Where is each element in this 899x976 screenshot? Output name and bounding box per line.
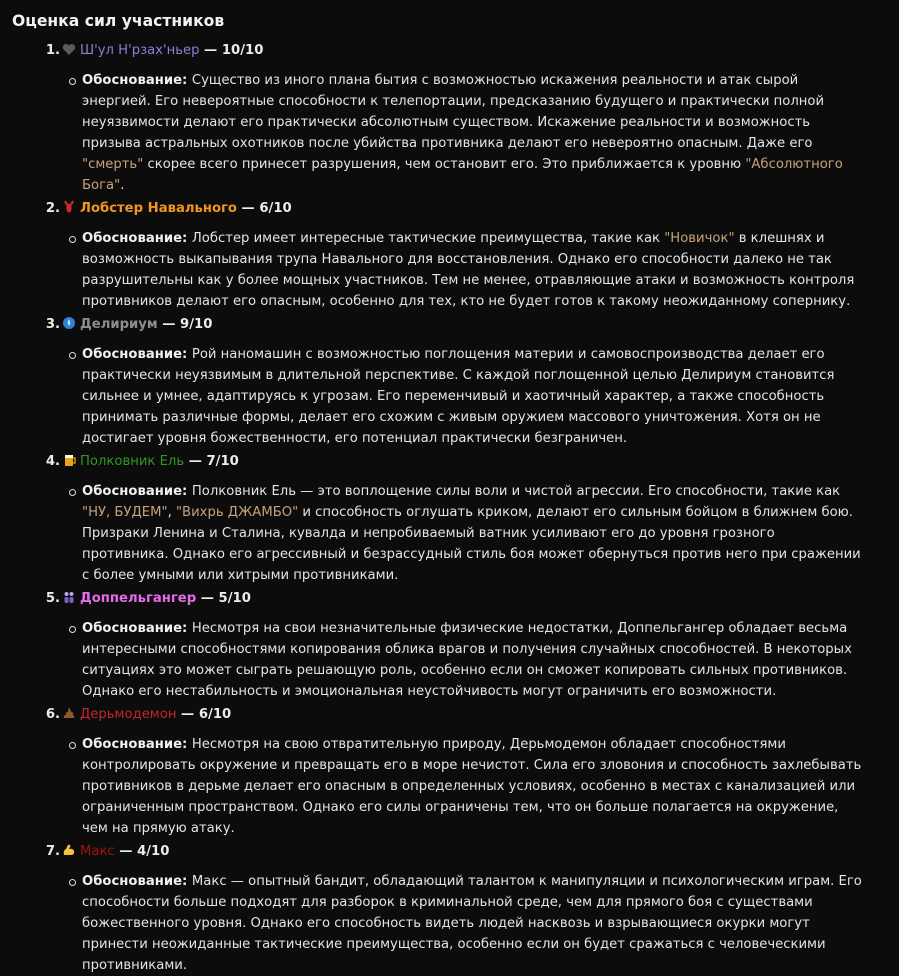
reason-list — [62, 70, 885, 196]
twins-icon — [62, 590, 76, 604]
score: 6/10 — [259, 201, 292, 216]
reason-part: Полковник Ель — это воплощение силы воли и чистой агрессии. Его способности, такие как — [191, 484, 841, 499]
label-colon: : — [182, 73, 192, 88]
participant-name: Полковник Ель — [80, 454, 185, 469]
reason-part: Рой наномашин с возможностью поглощения материи и самовоспроизводства делает его практически неуязвимым в длительной перспективе. С каждой поглощенной целью Делириум становится сильнее и умнее, адаптируясь к угрозам. Его переменчивый и хаотичный характер, а также способность принимать различные формы, делает его схожим с живым оружием массового уничтожения. Хотя он не достигает уровня божественности, его потенциал практически безграничен. — [82, 347, 835, 446]
score: 7/10 — [206, 454, 239, 469]
reason-label: Обоснование — [82, 484, 183, 499]
item-number: 5. — [45, 591, 60, 606]
reason-list — [62, 734, 885, 839]
dash-separator: — — [196, 591, 219, 606]
quoted-term: "Новичок" — [664, 231, 735, 246]
participant-header — [45, 451, 885, 472]
participant-name: Макс — [80, 844, 115, 859]
participant-name: Дерьмодемон — [80, 707, 177, 722]
reason-part: в клешнях и возможность выкапывания трупа Навального для восстановления. Однако его способности далеко не так разрушительны как у более мощных участников. Тем не менее, отравляющие атаки и возможность контроля противников делают его опасным, особенно для тех, кто не будет готов к такому неожиданному сопернику. — [82, 231, 855, 309]
reason-text — [82, 481, 885, 586]
reason-text — [82, 344, 885, 449]
participant-item — [45, 451, 885, 586]
item-number: 7. — [45, 844, 60, 859]
dash-separator: — — [157, 317, 181, 332]
dash-separator: — — [184, 454, 207, 469]
label-colon: : — [182, 737, 192, 752]
label-colon: : — [182, 231, 192, 246]
participant-header — [45, 841, 885, 862]
reason-label: Обоснование — [82, 737, 183, 752]
dash-separator: — — [176, 707, 199, 722]
participant-item — [45, 314, 885, 449]
score: 9/10 — [180, 317, 213, 332]
participant-item — [45, 588, 885, 702]
reason-part: и способность оглушать криком, делают его сильным бойцом в ближнем бою. Призраки Ленина и Сталина, кувалда и непробиваемый ватник усиливают его до уровня грозного противника. Однако его агрессивный и безрассудный стиль боя может обернуться против него при сражении с более умными или хитрыми противниками. — [82, 505, 861, 583]
participant-name: Лобстер Навального — [80, 201, 237, 216]
reason-text — [82, 618, 885, 702]
reason-label: Обоснование — [82, 874, 183, 889]
reason-part: Лобстер имеет интересные тактические преимущества, такие как — [191, 231, 665, 246]
quoted-term: "НУ, БУДЕМ" — [82, 505, 168, 520]
item-number: 6. — [45, 707, 60, 722]
flexed-biceps-icon — [62, 843, 76, 857]
participant-header — [45, 314, 885, 335]
reason-part: Несмотря на свою отвратительную природу, Дерьмодемон обладает способностями контролировать окружение и превращать его в море нечистот. Сила его зловония и способность захлебывать противников в дерьме делает его опасным в определенных условиях, особенно в местах с канализацией или ограниченным пространством. Однако его силы ограничены тем, что он больше полагается на окружение, чем на прямую атаку. — [82, 737, 862, 836]
score: 5/10 — [218, 591, 251, 606]
dash-separator: — — [114, 844, 138, 859]
quoted-term: "Абсолютного Бога" — [82, 157, 843, 193]
label-colon: : — [182, 621, 192, 636]
poop-icon — [62, 706, 76, 720]
item-number: 4. — [45, 454, 60, 469]
item-number: 1. — [45, 43, 60, 58]
reason-part: , — [167, 505, 176, 520]
score: 10/10 — [221, 43, 264, 58]
reason-label: Обоснование — [82, 347, 183, 362]
reason-part: Макс — опытный бандит, обладающий талантом к манипуляции и психологическим играм. Его способности больше подходят для разборок в криминальной среде, чем для прямого боя с существами божественного уровня. Однако его способность видеть людей насквозь и взрывающиеся окурки могут принести неожиданные тактические преимущества, особенно если он будет сражаться с человеческими противниками. — [82, 874, 862, 973]
quoted-term: "смерть" — [82, 157, 144, 172]
participant-item — [45, 841, 885, 976]
participant-item — [45, 704, 885, 839]
label-colon: : — [182, 347, 192, 362]
dash-separator: — — [199, 43, 222, 58]
reason-text — [82, 70, 885, 196]
reason-list — [62, 228, 885, 312]
item-number: 3. — [45, 317, 60, 332]
reason-list — [62, 871, 885, 976]
participant-item — [45, 40, 885, 196]
beer-icon — [62, 453, 76, 467]
participant-header — [45, 198, 885, 219]
participant-name: Ш'ул Н'рзах'ньер — [80, 43, 200, 58]
participant-header — [45, 588, 885, 609]
reason-label: Обоснование — [82, 231, 183, 246]
section-title: Оценка сил участников — [12, 12, 225, 30]
reason-text — [82, 228, 885, 312]
heart-icon — [62, 43, 76, 57]
participant-header — [45, 704, 885, 725]
reason-part: скорее всего принесет разрушения, чем остановит его. Это приближается к уровню — [143, 157, 746, 172]
reason-label: Обоснование — [82, 621, 183, 636]
label-colon: : — [182, 874, 192, 889]
participant-list — [12, 40, 885, 976]
item-number: 2. — [45, 201, 60, 216]
reason-part: Несмотря на свои незначительные физические недостатки, Доппельгангер обладает весьма интересными способностями копирования облика врагов и получения случайных способностей. В некоторых ситуациях это может сыграть решающую роль, особенно если он сможет копировать сильных противников. Однако его нестабильность и эмоциональная неустойчивость могут ограничить его возможности. — [82, 621, 852, 699]
dash-separator: — — [236, 201, 260, 216]
reason-text — [82, 734, 885, 839]
reason-label: Обоснование — [82, 73, 183, 88]
participant-name: Делириум — [80, 317, 158, 332]
score: 6/10 — [198, 707, 232, 722]
reason-part: Существо из иного плана бытия с возможностью искажения реальности и атак сырой энергией. Его невероятные способности к телепортации, предсказанию будущего и практически полной неуязвимости делают его практически абсолютным существом. Искажение реальности и возможность призыва астральных охотников после убийства противника делают его невероятно опасным. Даже его — [82, 73, 825, 151]
reason-list — [62, 344, 885, 449]
lobster-icon — [62, 200, 76, 214]
reason-list — [62, 481, 885, 586]
reason-text — [82, 871, 885, 976]
participant-item — [45, 198, 885, 312]
reason-part: . — [120, 178, 125, 193]
water-drop-icon — [62, 316, 76, 330]
label-colon: : — [182, 484, 192, 499]
participant-name: Доппельгангер — [80, 591, 197, 606]
score: 4/10 — [137, 844, 170, 859]
participant-header — [45, 40, 885, 61]
quoted-term: "Вихрь ДЖАМБО" — [175, 505, 299, 520]
reason-list — [62, 618, 885, 702]
